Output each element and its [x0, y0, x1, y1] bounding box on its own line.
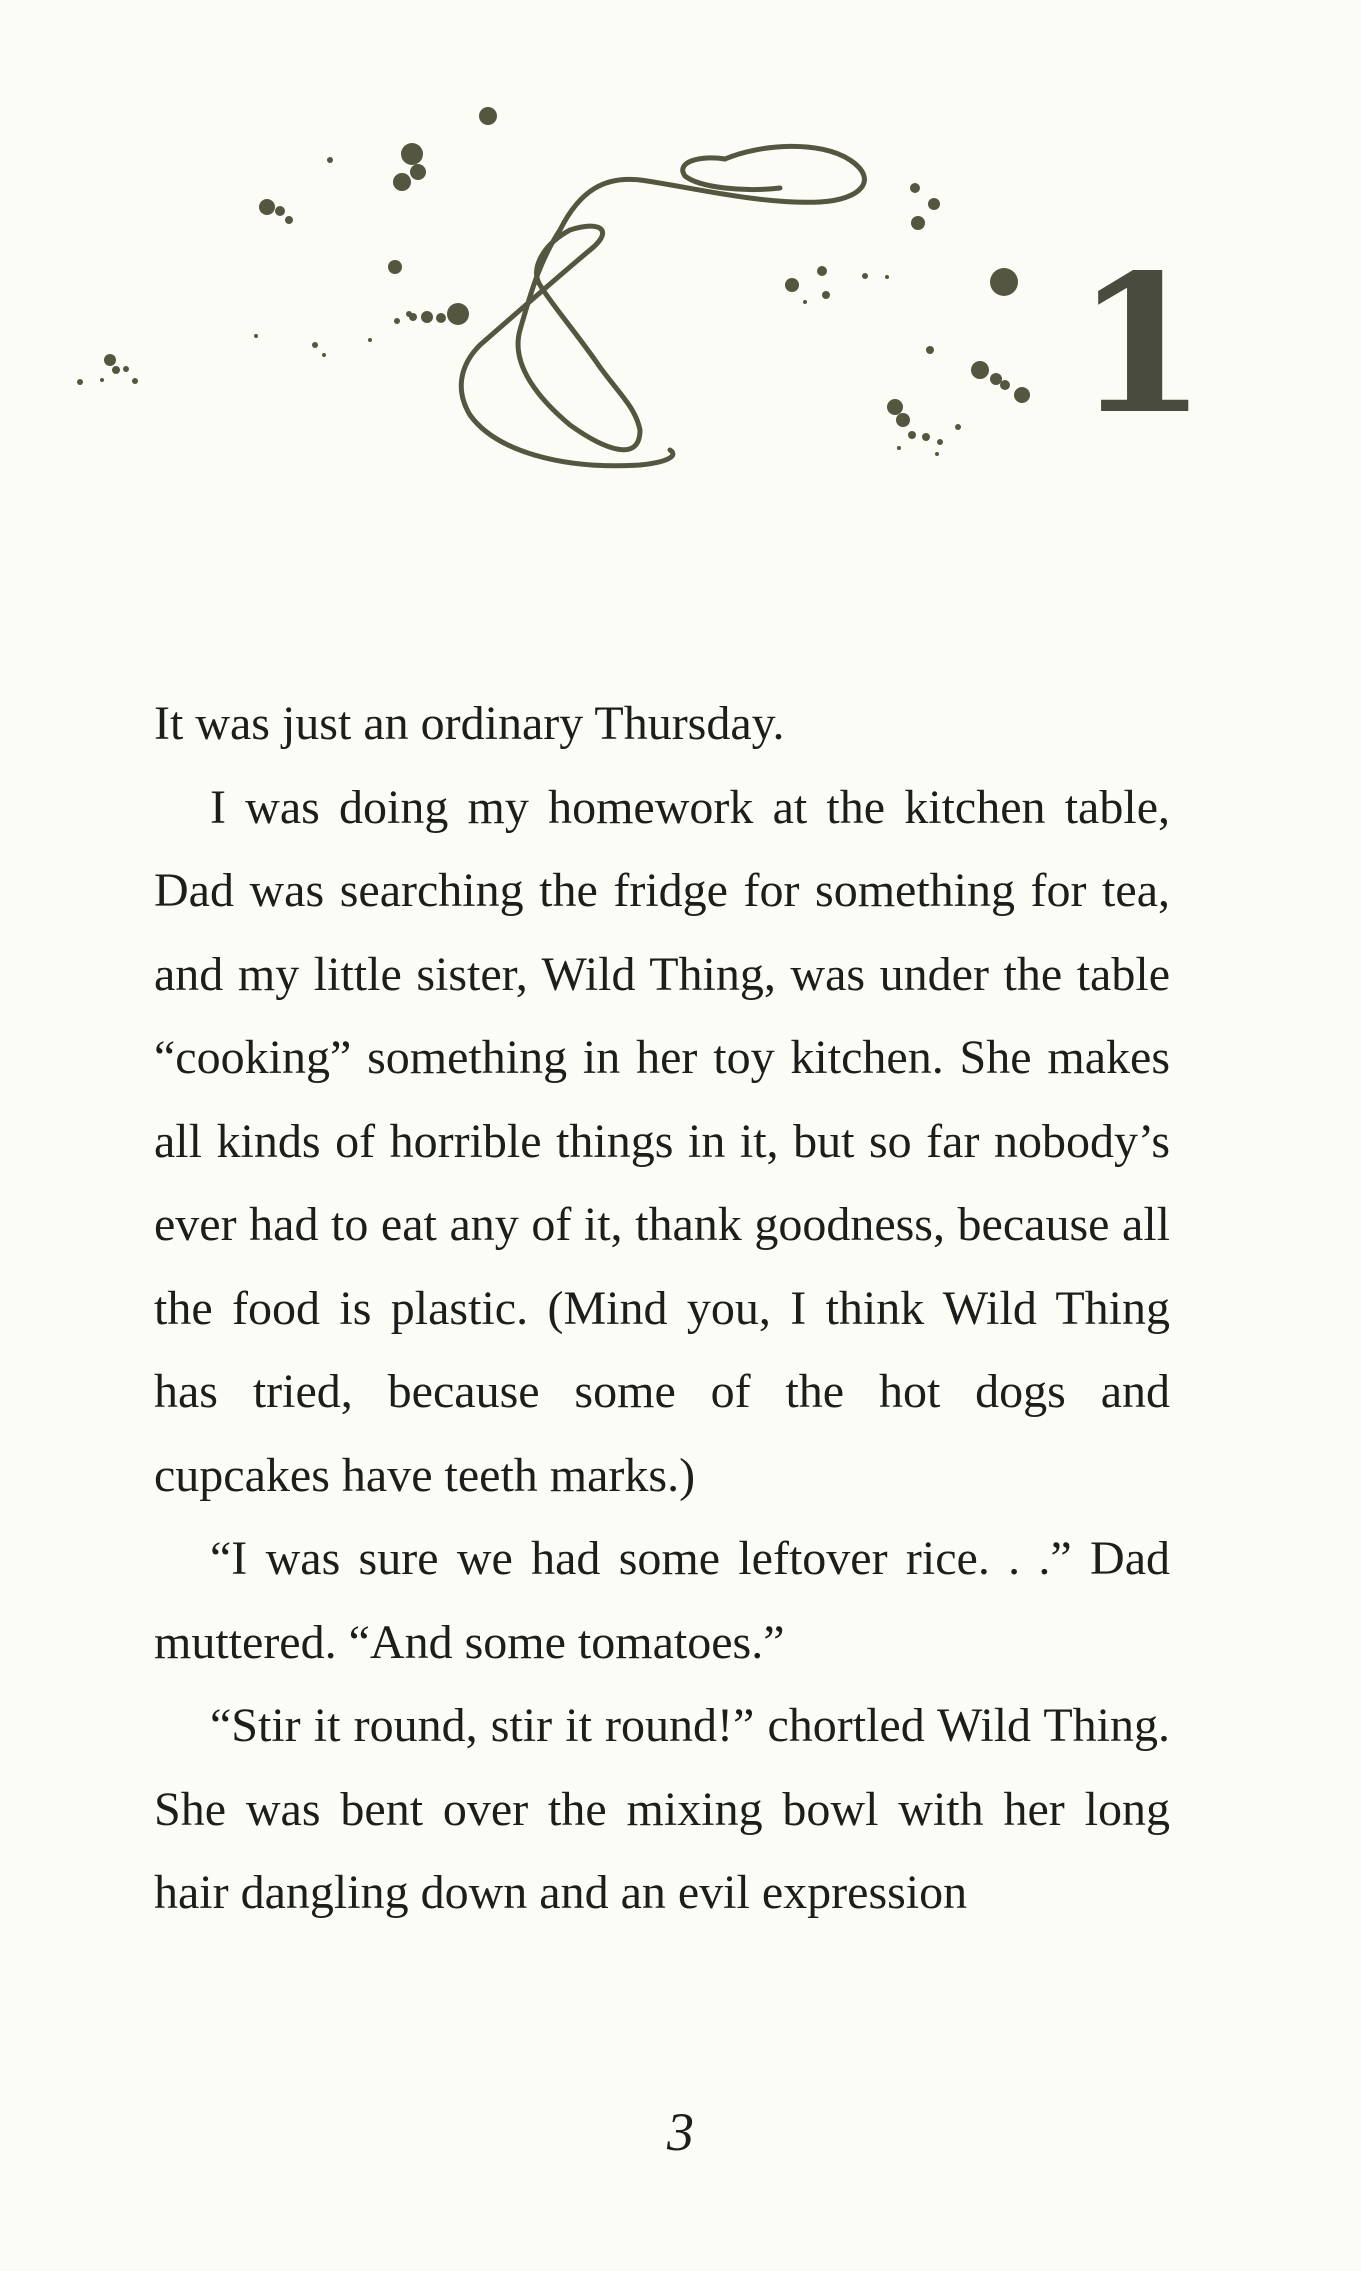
paragraph: “I was sure we had some leftover rice. . .” Dad muttered. “And some tomatoes.”	[154, 1532, 1170, 1669]
paragraph: I was doing my homework at the kitchen table, Dad was searching the fridge for something for tea, and my little sister, Wild Thing, was under the table “cooking” something in her toy kitchen. She makes all kinds of horrible things in it, but so far nobody’s ever had to eat any of it, thank goodness, because all the food is plastic. (Mind you, I think Wild Thing has tried, because some of the hot dogs and cupcakes have teeth marks.)	[154, 780, 1170, 1502]
paragraph: “Stir it round, stir it round!” chortled Wild Thing. She was bent over the mixing bowl with her long hair dangling down and an evil expression	[154, 1699, 1170, 1919]
page-number: 3	[667, 2102, 694, 2162]
swirl-flourish	[461, 146, 864, 465]
chapter-number: 1	[1075, 233, 1208, 456]
chapter-body	[154, 682, 1170, 1935]
chapter-ornament	[60, 80, 1180, 500]
paragraph: It was just an ordinary Thursday.	[154, 697, 785, 750]
